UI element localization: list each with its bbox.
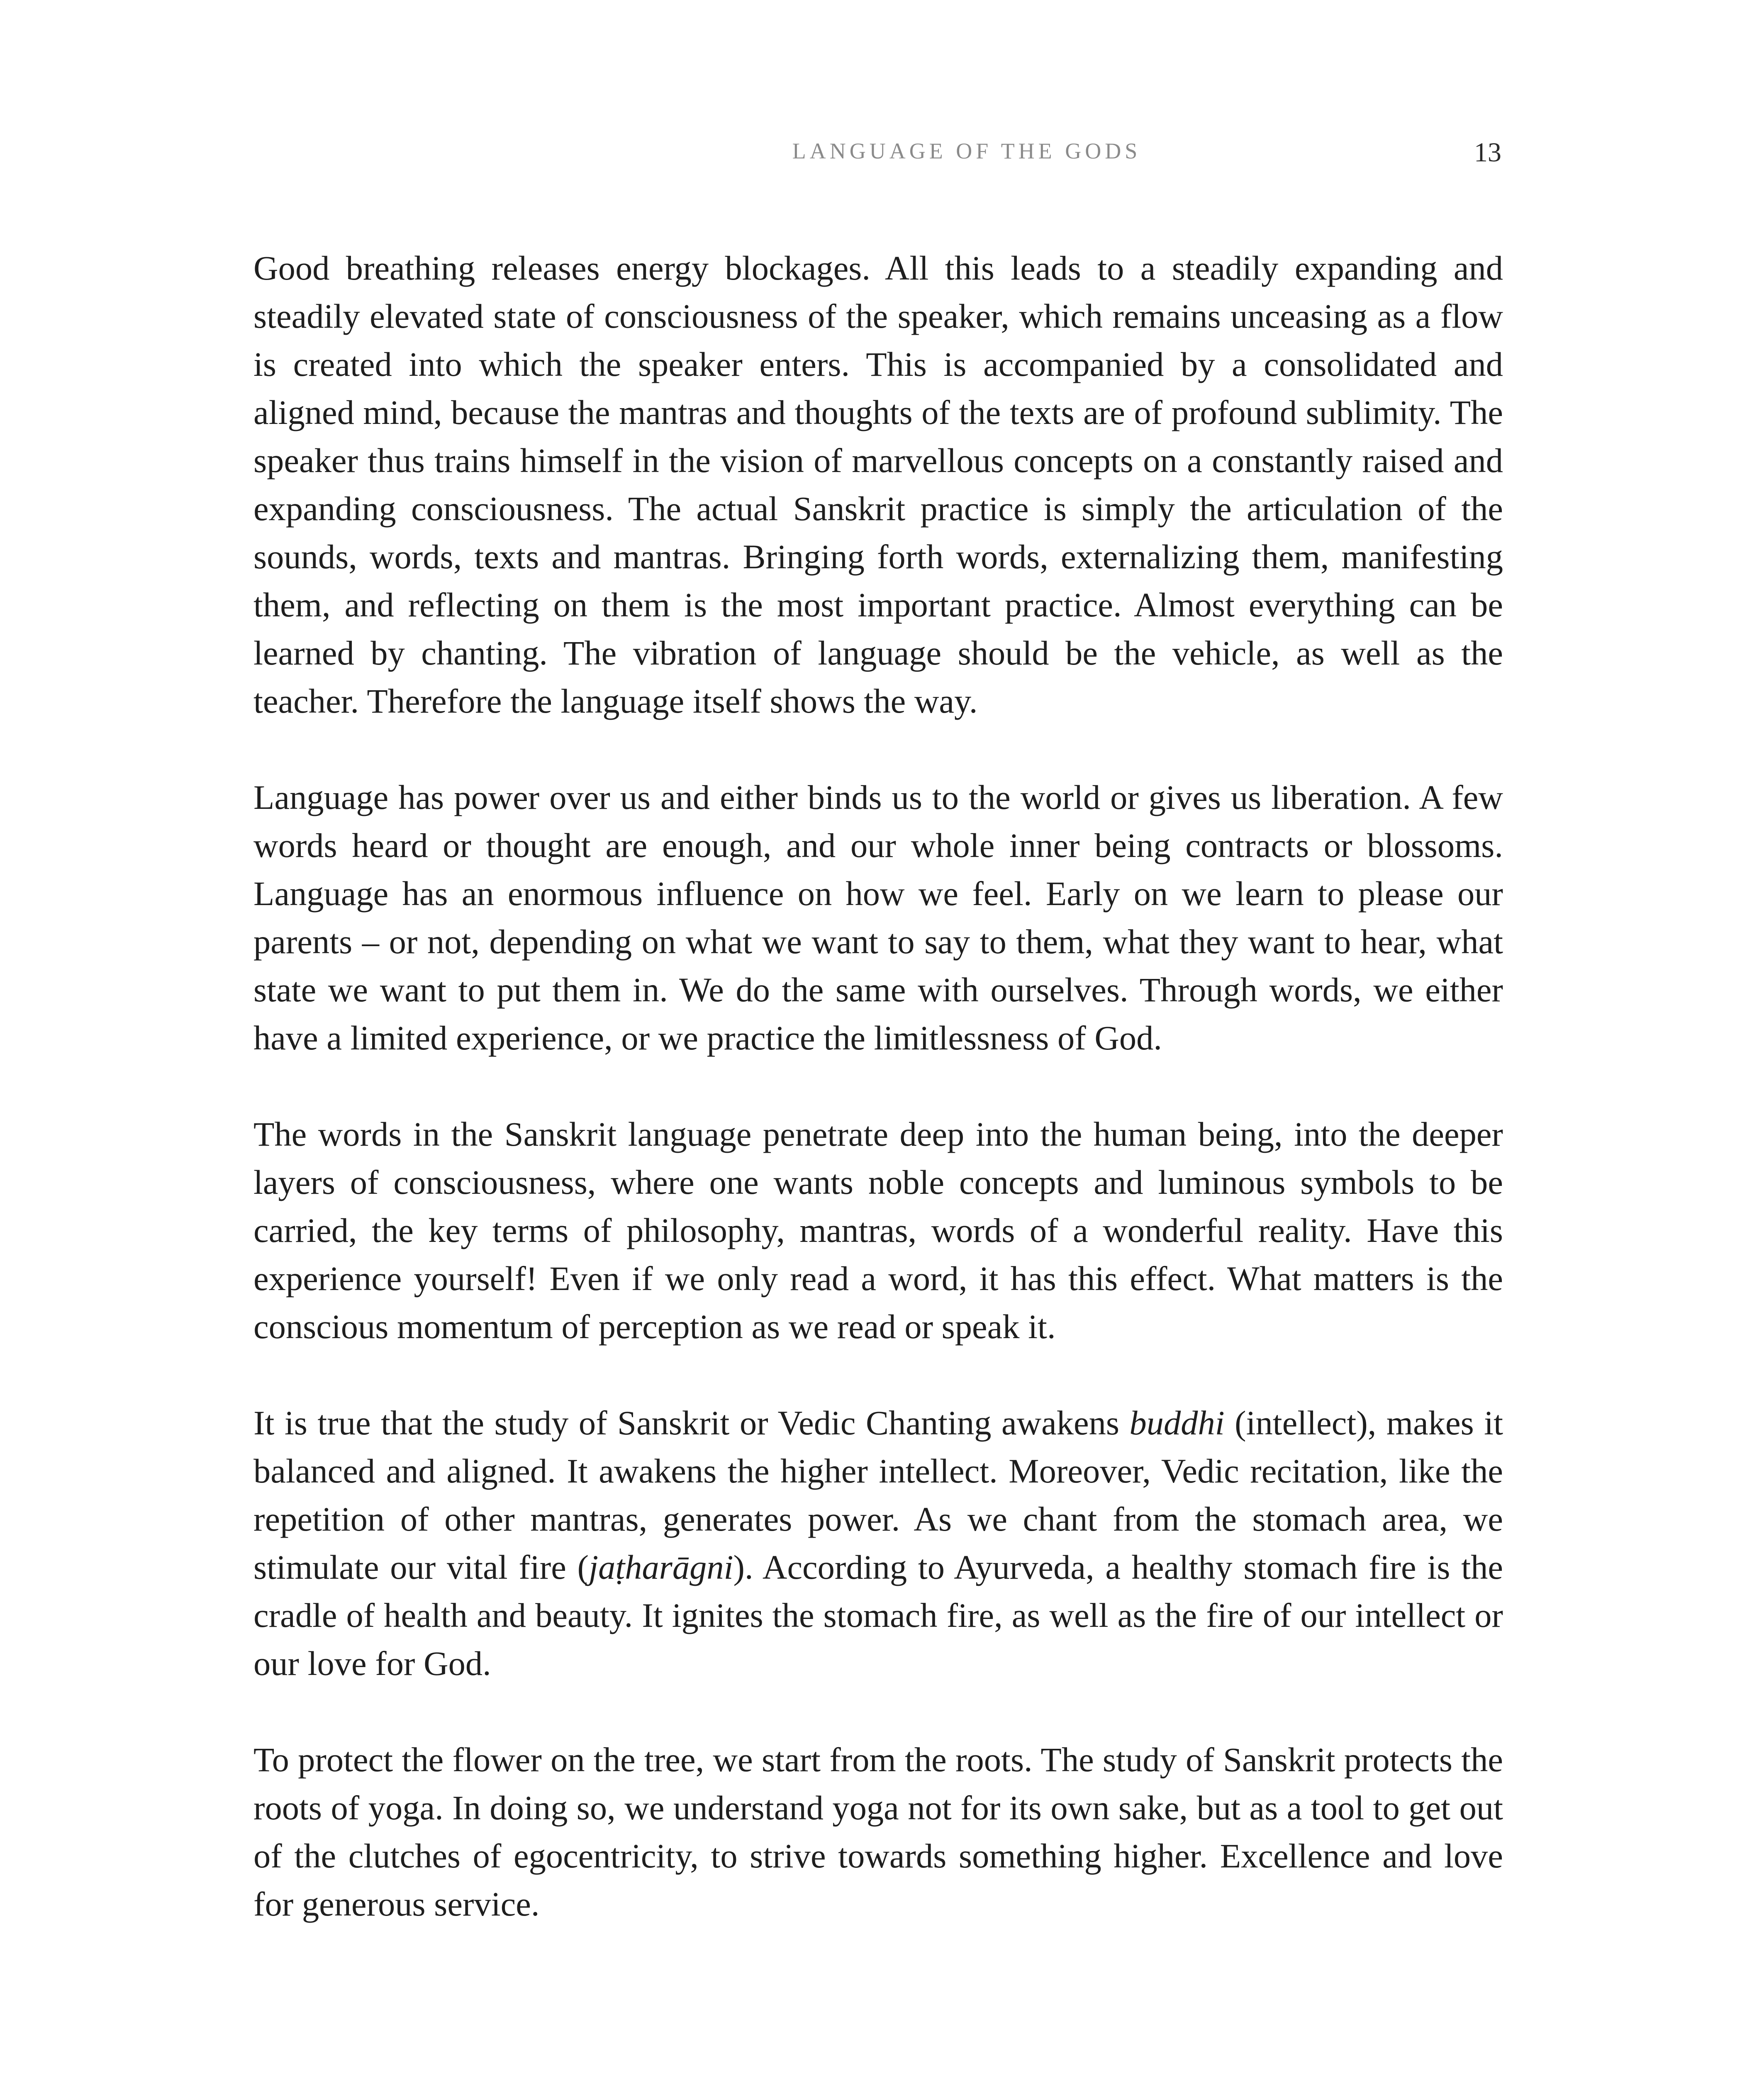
paragraph-buddhi (253, 1399, 1503, 1687)
paragraph-language-power: Language has power over us and either binds us to the world or gives us liberation. A few words heard or thought are enough, and our whole inner being contracts or blossoms. Language has an enormous influence on how we feel. Early on we learn to please our parents – or not, depending on what we want to say to them, what they want to hear, what state we want to put them in. We do the same with ourselves. Through words, we either have a limited experience, or we practice the limitlessness of God. (253, 778, 1503, 1057)
paragraph-buddhi-part-1: It is true that the study of Sanskrit or Vedic Chanting awakens (253, 1404, 1130, 1442)
paragraph-sanskrit-words: The words in the Sanskrit language penetrate deep into the human being, into the deeper layers of consciousness, where one wants noble concepts and luminous symbols to be carried, the key terms of philosophy, mantras, words of a wonderful reality. Have this experience yourself! Even if we only read a word, it has this effect. What matters is the conscious momentum of perception as we read or speak it. (253, 1115, 1503, 1346)
term-buddhi: buddhi (1129, 1404, 1225, 1442)
term-jatharagni: jaṭharāgni (589, 1548, 733, 1586)
body-text (253, 244, 1503, 1928)
page-number: 13 (1474, 137, 1501, 168)
paragraph-breathing: Good breathing releases energy blockages. All this leads to a steadily expanding and steadily elevated state of consciousness of the speaker, which remains unceasing as a flow is created into which the speaker enters. This is accompanied by a consolidated and aligned mind, because the mantras and thoughts of the texts are of profound sublimity. The speaker thus trains himself in the vision of marvellous concepts on a constantly raised and expanding consciousness. The actual Sanskrit practice is simply the articulation of the sounds, words, texts and mantras. Bringing forth words, externalizing them, manifesting them, and reflecting on them is the most important practice. Almost everything can be learned by chanting. The vibration of language should be the vehicle, as well as the teacher. Therefore the language itself shows the way. (253, 249, 1503, 720)
paragraph-buddhi-part-2: (intellect), makes it balanced and aligned. It awakens the higher intellect. Moreover, Vedic recitation, like the repetition of other mantras, generates power. As we chant from the stomach area, we stimulate our vital fire ( (253, 1404, 1503, 1586)
paragraph-roots-of-yoga: To protect the flower on the tree, we start from the roots. The study of Sanskrit protects the roots of yoga. In doing so, we understand yoga not for its own sake, but as a tool to get out of the clutches of egocentricity, to strive towards something higher. Excellence and love for generous service. (253, 1741, 1503, 1923)
running-head: LANGUAGE OF THE GODS (792, 139, 1141, 163)
paragraph-buddhi-part-3: ). According to Ayurveda, a healthy stomach fire is the cradle of health and beauty. It ignites the stomach fire, as well as the fire of our intellect or our love for God. (253, 1548, 1503, 1682)
